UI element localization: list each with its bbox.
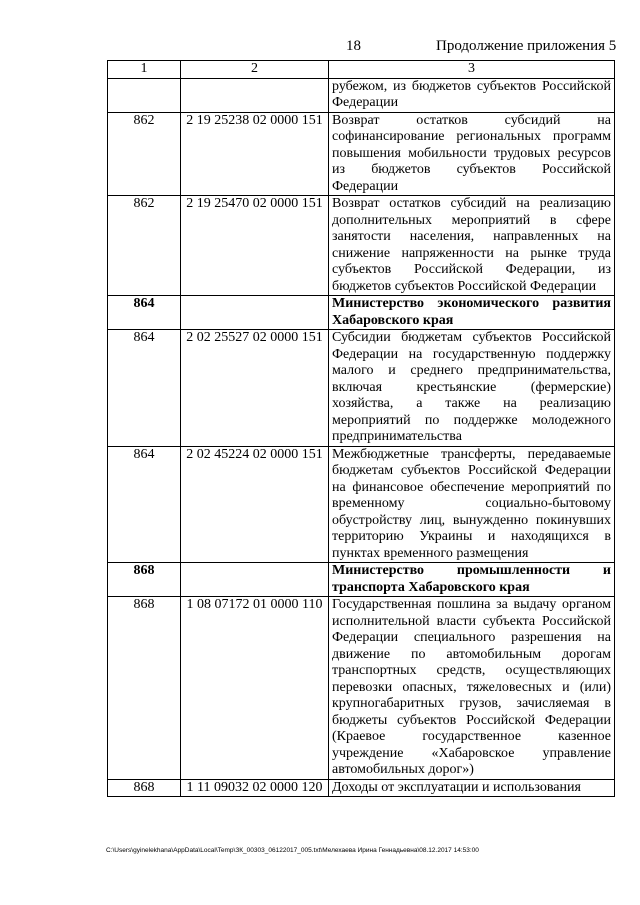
page-number: 18 (346, 38, 361, 54)
budget-codes-table (107, 60, 615, 797)
description-cell: Государственная пошлина за выдачу органом исполнительной власти субъекта Российской Федерации специального разрешения на движение по автомобильным дорогам транспортных средств, осуществляющих перевозки опасных, тяжеловесных и (или) крупногабаритных грузов, зачисляемая в бюджеты субъектов Российской Федерации (Краевое государственное казенное учреждение «Хабаровское управление автомобильных дорог») (329, 597, 615, 780)
budget-code-cell: 2 19 25470 02 0000 151 (181, 196, 329, 296)
description-cell: Возврат остатков субсидий на реализацию дополнительных мероприятий в сфере занятости населения, направленных на снижение напряженности на рынке труда субъектов Российской Федерации, из бюджетов субъектов Российской Федерации (329, 196, 615, 296)
budget-code-cell (181, 563, 329, 597)
budget-code-cell: 2 19 25238 02 0000 151 (181, 112, 329, 196)
admin-code-cell: 868 (108, 597, 181, 780)
ministry-row (108, 296, 615, 330)
table-row (108, 112, 615, 196)
budget-code-cell (181, 296, 329, 330)
table-row (108, 597, 615, 780)
table-row (108, 196, 615, 296)
description-cell: рубежом, из бюджетов субъектов Российской Федерации (329, 78, 615, 112)
ministry-name-cell: Министерство экономического развития Хабаровского края (329, 296, 615, 330)
admin-code-cell: 862 (108, 112, 181, 196)
admin-code-cell: 868 (108, 779, 181, 797)
file-path-footer: C:\Users\gyinelekhana\AppData\Local\Temp\ЗК_00303_06122017_005.txt\Мелехаева Ирина Геннадьевна\08.12.2017 14:53:00 (106, 847, 479, 854)
table-row (108, 78, 615, 112)
admin-code-cell (108, 78, 181, 112)
budget-code-cell (181, 78, 329, 112)
ministry-name-cell: Министерство промышленности и транспорта Хабаровского края (329, 563, 615, 597)
column-number: 2 (181, 61, 329, 79)
continuation-note: Продолжение приложения 5 (436, 38, 617, 54)
table-row (108, 779, 615, 797)
budget-code-cell: 2 02 45224 02 0000 151 (181, 446, 329, 563)
admin-code-cell: 864 (108, 446, 181, 563)
description-cell: Доходы от эксплуатации и использования (329, 779, 615, 797)
column-number: 1 (108, 61, 181, 79)
ministry-row (108, 563, 615, 597)
column-number-row (108, 61, 615, 79)
table-row (108, 446, 615, 563)
description-cell: Возврат остатков субсидий на софинансирование региональных программ повышения мобильности трудовых ресурсов из бюджетов субъектов Российской Федерации (329, 112, 615, 196)
admin-code-cell: 864 (108, 330, 181, 447)
budget-code-cell: 1 11 09032 02 0000 120 (181, 779, 329, 797)
table-row (108, 330, 615, 447)
admin-code-cell: 864 (108, 296, 181, 330)
budget-code-cell: 1 08 07172 01 0000 110 (181, 597, 329, 780)
admin-code-cell: 862 (108, 196, 181, 296)
column-number: 3 (329, 61, 615, 79)
description-cell: Субсидии бюджетам субъектов Российской Федерации на государственную поддержку малого и среднего предпринимательства, включая крестьянские (фермерские) хозяйства, а также на реализацию мероприятий по поддержке молодежного предпринимательства (329, 330, 615, 447)
budget-code-cell: 2 02 25527 02 0000 151 (181, 330, 329, 447)
admin-code-cell: 868 (108, 563, 181, 597)
description-cell: Межбюджетные трансферты, передаваемые бюджетам субъектов Российской Федерации на финансовое обеспечение мероприятий по временному социально-бытовому обустройству лиц, вынужденно покинувших территорию Украины и находящихся в пунктах временного размещения (329, 446, 615, 563)
